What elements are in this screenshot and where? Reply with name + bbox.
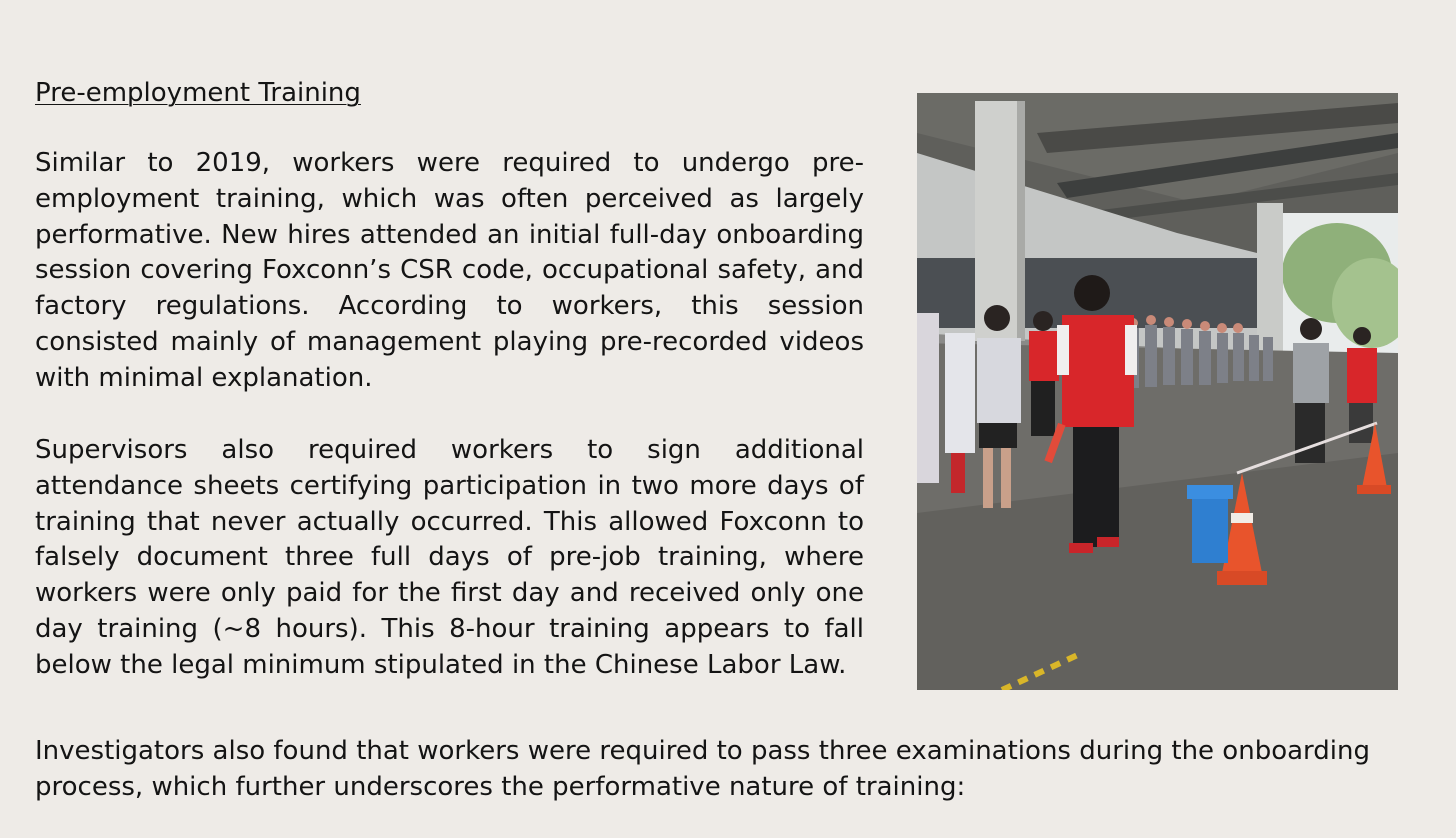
- training-photo: [917, 93, 1398, 690]
- paragraph-attendance: Supervisors also required workers to sign additional attendance sheets certifying participation in two more days of training that never actually occurred. This allowed Foxconn to falsely document three full days of pre-job training, where workers were only paid for the first day and received only one day training (~8 hours). This 8-hour training appears to fall below the legal minimum stipulated in the Chinese Labor Law.: [35, 435, 864, 680]
- paragraph-onboarding: Similar to 2019, workers were required to undergo pre-employment training, which was often perceived as largely performative. New hires attended an initial full-day onboarding session covering Foxconn’s CSR code, occupational safety, and factory regulations. According to workers, this session consisted mainly of management playing pre-recorded videos with minimal explanation.: [35, 148, 864, 393]
- section-heading: Pre-employment Training: [35, 78, 361, 108]
- paragraph-examinations: Investigators also found that workers were required to pass three examinations during the onboarding process, which further underscores the performative nature of training:: [35, 736, 1370, 802]
